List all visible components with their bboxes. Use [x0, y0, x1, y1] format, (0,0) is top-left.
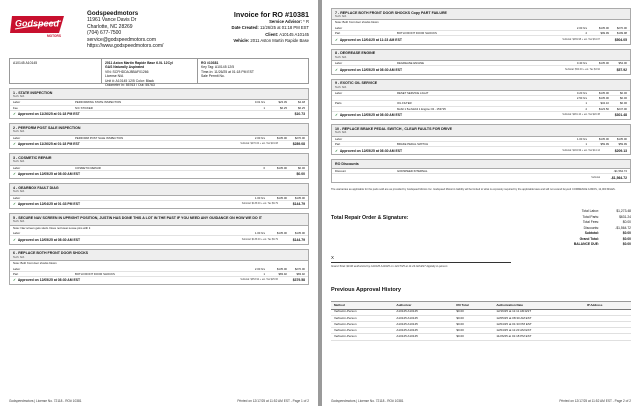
- job-tech: Tech: N/A: [13, 130, 25, 134]
- approval-status: [335, 38, 562, 42]
- approval-status: [335, 113, 562, 117]
- line-amount: $247.00: [616, 106, 627, 111]
- discounts-subtotal-value: -$1,564.72: [610, 175, 627, 180]
- line-desc: DEGREASE ENGINE: [397, 61, 425, 66]
- job-total: $0.00: [296, 172, 305, 177]
- client-label: Client:: [265, 31, 279, 37]
- line-amount: $4.48: [298, 100, 305, 105]
- totals-label: Total Labor:: [581, 208, 599, 213]
- approval-text: Approved on 11/26/25 at 01:18 PM EST: [17, 112, 80, 117]
- job-header: [10, 154, 308, 165]
- line-amount: $135.00: [616, 136, 627, 141]
- approval-text: Approved on 12/05/25 at 08:30 AM EST: [339, 67, 403, 72]
- ro-discounts: [331, 159, 631, 182]
- line-rate: $135.00: [598, 61, 609, 66]
- line-qty: 1: [585, 101, 587, 106]
- column-header: IP Address: [584, 301, 631, 309]
- line-rate: $135.00: [276, 195, 287, 200]
- table-cell: A10145 A10145: [393, 315, 453, 321]
- line-qty: 2.50 hrs: [576, 96, 587, 101]
- line-qty: 1: [263, 105, 265, 110]
- approval-status: [13, 238, 242, 242]
- line-type: [335, 107, 397, 111]
- totals-label: Discounts:: [583, 225, 599, 230]
- table-cell: A10145 A10145: [393, 322, 453, 328]
- table-cell: A10145 A10145: [393, 334, 453, 340]
- line-rate: $135.00: [276, 135, 287, 140]
- job-subtotal: Subtotal: $135.00 + est. Tax $9.79: [241, 202, 278, 206]
- line-qty: 0.20 hrs: [576, 91, 587, 96]
- table-cell: Verbal-In-Person: [331, 309, 393, 315]
- table-cell: Verbal-In-Person: [331, 322, 393, 328]
- line-amount: $270.00: [294, 266, 305, 271]
- line-qty: 1.00 hrs: [254, 231, 265, 236]
- check-icon: ✓: [13, 112, 16, 117]
- line-desc: [397, 26, 565, 30]
- line-amount: $135.00: [294, 195, 305, 200]
- line-qty: 2.00 hrs: [254, 266, 265, 271]
- job-tech: Tech: N/A: [13, 220, 25, 224]
- signature-line[interactable]: [331, 254, 511, 263]
- job-footer: [10, 201, 308, 208]
- table-cell: A10145 A10145: [393, 328, 453, 334]
- job-title: 4 - GEARBOX FAULT DIAG: [13, 185, 59, 190]
- job-card: [331, 79, 631, 121]
- job-title: 2 - PERFORM POST SALE INSPECTION: [13, 125, 81, 130]
- line-qty: 2: [585, 31, 587, 36]
- vehicle-label: Vehicle:: [233, 38, 250, 44]
- line-desc: RESET SERVICE LIGHT: [397, 91, 429, 96]
- job-footer: [332, 112, 630, 119]
- job-header: [10, 214, 308, 225]
- discount-desc: GODSPEED INTERNAL: [397, 168, 428, 173]
- column-header: RO Total: [453, 301, 493, 309]
- table-cell: 12/05/25 at 08:30 AM EST: [493, 315, 584, 321]
- date-value: 11/26/25 at 01:18 PM EST: [259, 25, 309, 31]
- job-footer: [10, 277, 308, 284]
- customer-cell: [10, 59, 102, 83]
- ro-line-2: Time-In: 11/26/25 at 01:18 PM EST: [201, 69, 254, 74]
- line-desc: Mobil 1 5w-Mobil 1 Engine Oil - 153725: [397, 106, 446, 111]
- job-footer: [10, 236, 308, 243]
- line-rate: $135.00: [598, 25, 609, 30]
- logo-text: Godspeed: [14, 18, 60, 29]
- footer-right: Printed on 12/17/25 at 11:52 AM EST - Page 1 of 2: [237, 399, 309, 403]
- job-header: [332, 9, 630, 20]
- discount-amount: -$1,564.72: [613, 168, 627, 173]
- job-title: 9 - EXOTIC OIL SERVICE: [335, 81, 378, 86]
- job-subtotal: Subtotal: $353.92 + est. Tax $25.66: [240, 278, 278, 282]
- shop-address1: 11961 Vance Davis Dr: [87, 17, 137, 24]
- line-rate: $135.00: [276, 165, 287, 170]
- shop-website[interactable]: https://www.godspeedmotors.com/: [87, 43, 164, 50]
- table-cell: $0.00: [453, 322, 493, 328]
- line-type: Labor: [335, 25, 343, 30]
- totals-label: Total Fees:: [582, 220, 599, 225]
- line-qty: 0.01 hrs: [254, 100, 265, 105]
- line-desc: N/C STICKER: [75, 105, 93, 110]
- advisor-value: * R: [303, 19, 309, 24]
- table-cell: Verbal-In-Person: [331, 334, 393, 340]
- discounts-title: RO Discounts: [335, 161, 359, 166]
- job-tech: Tech: N/A: [13, 255, 25, 259]
- advisor-label: Service Advisor:: [269, 19, 302, 24]
- job-footer: [10, 171, 308, 178]
- table-cell: $0.00: [453, 309, 493, 315]
- line-desc: [397, 96, 565, 100]
- invoice-meta: [232, 11, 309, 45]
- shop-address2: Charlotte, NC 28269: [87, 23, 133, 30]
- job-title: 10 - REPLACE BRAKE PEDAL SWITCH , CLEAR FAULTS FOR DRIVE: [335, 126, 453, 131]
- job-card: [331, 8, 631, 45]
- invoice-page-1: [0, 0, 318, 406]
- check-icon: ✓: [13, 202, 16, 207]
- approval-table-header: [331, 301, 631, 309]
- discounts-subtotal-label: Subtotal: [591, 175, 600, 179]
- table-cell: $0.00: [453, 315, 493, 321]
- approval-text: Approved on 12/05/25 at 08:30 AM EST: [17, 172, 81, 177]
- job-tech: Tech: N/A: [335, 131, 347, 135]
- job-subtotal: Subtotal: $281.10 + est. Tax $20.38: [562, 113, 600, 117]
- job-card: [9, 153, 309, 179]
- page-footer: [9, 399, 309, 403]
- job-total: $10.73: [294, 112, 305, 117]
- line-qty: 2: [585, 106, 587, 111]
- line-desc: BRAKE PEDAL SWITCH: [397, 141, 429, 146]
- column-header: Method: [331, 301, 393, 309]
- line-type: [335, 96, 397, 100]
- line-desc: OIL FILTER: [397, 101, 412, 106]
- line-qty: 1.00 hrs: [254, 195, 265, 200]
- line-rate: $83.92: [278, 271, 287, 276]
- line-type: Part: [13, 271, 19, 276]
- approval-text: Approved on 11/26/25 at 01:18 PM EST: [17, 142, 80, 147]
- check-icon: ✓: [13, 237, 16, 242]
- job-footer: [10, 141, 308, 148]
- table-cell: 12/04/25 at 01:33 PM EST: [493, 322, 584, 328]
- line-rate: $59.99: [600, 141, 609, 146]
- line-type: Labor: [13, 266, 21, 271]
- approval-status: [335, 68, 565, 72]
- totals-value: -$1,564.72: [615, 225, 631, 230]
- check-icon: ✓: [335, 113, 338, 118]
- line-amount: $0.00: [620, 101, 627, 106]
- line-desc: BOTH FRONT DOOR SHOCKS: [75, 271, 115, 276]
- line-qty: 2.00 hrs: [254, 135, 265, 140]
- discount-type: Discount: [335, 168, 346, 173]
- job-card: [331, 124, 631, 155]
- totals-box: [543, 209, 631, 248]
- table-cell: $0.00: [453, 334, 493, 340]
- approval-table: [331, 301, 631, 341]
- table-cell: A10145 A10145: [393, 309, 453, 315]
- approval-text: Approved on 12/05/25 at 08:30 AM EST: [17, 278, 81, 283]
- line-rate: $34.10: [600, 101, 609, 106]
- line-qty: 1: [263, 271, 265, 276]
- table-cell: Verbal-In-Person: [331, 328, 393, 334]
- job-card: [9, 249, 309, 286]
- line-desc: [397, 137, 565, 141]
- check-icon: ✓: [335, 37, 338, 42]
- job-title: 6 - REPLACE BOTH FRONT DOOR SHOCKS: [13, 251, 89, 256]
- job-title: 1 - STATE INSPECTION: [13, 90, 53, 95]
- line-rate: $135.00: [598, 91, 609, 96]
- shop-name: Godspeedmotors: [87, 10, 139, 17]
- job-header: [10, 124, 308, 135]
- line-desc: COSMETIC REPAIR: [75, 165, 101, 170]
- check-icon: ✓: [13, 278, 16, 283]
- approval-status: [13, 112, 278, 116]
- vehicle-line-5: Odometer In: 55763 / Out: 55763: [105, 83, 155, 88]
- logo-sub: MOTORS: [47, 33, 61, 38]
- approval-status: [13, 172, 278, 176]
- ro-line-1: Key Tag: A10145 12/5: [201, 65, 235, 70]
- job-card: [9, 213, 309, 244]
- job-card: [9, 183, 309, 209]
- signature-note: Grand Total: $0.00 authorized by A10145 A10145 on 12/17/25 at 11:23 AM EST digitally in-person: [331, 264, 448, 268]
- job-total: $289.08: [292, 142, 305, 147]
- approval-status: [13, 278, 240, 282]
- line-rate: $135.00: [276, 231, 287, 236]
- totals-value: $1,273.48: [616, 208, 631, 213]
- job-header: [332, 50, 630, 61]
- column-header: Authorization Date: [493, 301, 584, 309]
- job-list-page-1: [9, 88, 309, 285]
- column-header: Authorizer: [393, 301, 453, 309]
- line-type: Labor: [335, 91, 343, 96]
- line-type: Labor: [13, 195, 21, 200]
- job-card: [331, 49, 631, 75]
- table-cell: 12/04/25 at 11:23 AM EST: [493, 328, 584, 334]
- client-value: A10145 A10145: [279, 31, 309, 37]
- job-total: $379.58: [292, 278, 305, 283]
- vehicle-line-4: Unit #: A10145 12/5 Color: Black: [105, 78, 155, 83]
- approval-text: Approved on 12/05/25 at 08:30 AM EST: [339, 113, 403, 118]
- job-header: [10, 184, 308, 195]
- approval-text: Approved on 12/04/25 at 01:33 PM EST: [17, 202, 81, 207]
- job-header: [10, 250, 308, 261]
- totals-value: $631.24: [619, 214, 631, 219]
- job-tech: Tech: N/A: [13, 94, 25, 98]
- line-rate: $6.25: [280, 105, 287, 110]
- totals-label: Total Parts:: [582, 214, 599, 219]
- line-amount: $6.25: [298, 105, 305, 110]
- vehicle-cell: [102, 59, 198, 88]
- ro-line-3: Sale Permit No.: [201, 74, 225, 79]
- line-desc: BOTH FRONT DOOR SHOCKS: [397, 31, 437, 36]
- approval-status: [335, 149, 562, 153]
- line-desc: [75, 231, 243, 235]
- approval-status: [13, 142, 240, 146]
- line-rate: $135.00: [276, 266, 287, 271]
- line-amount: $0.00: [620, 96, 627, 101]
- totals-row: [543, 242, 631, 248]
- job-card: [9, 123, 309, 149]
- shop-info: [87, 11, 163, 49]
- job-subtotal: Subtotal: $270.00 + est. Tax $19.08: [240, 142, 278, 146]
- job-total: $144.79: [292, 202, 305, 207]
- approval-history-title: Previous Approval History: [331, 286, 402, 293]
- vehicle-value: 2011 Aston Martin Rapide Base: [250, 38, 309, 44]
- line-desc: PERFORMING STATE INSPECTION: [75, 100, 122, 105]
- check-icon: ✓: [335, 148, 338, 153]
- check-icon: ✓: [13, 172, 16, 177]
- line-amount: $135.00: [294, 231, 305, 236]
- godspeed-logo: [9, 12, 67, 38]
- approval-text: Approved on 12/05/25 at 08:30 AM EST: [339, 148, 403, 153]
- totals-value: $0.00: [622, 242, 631, 247]
- job-subtotal: Subtotal: $469.98 + est. Tax $34.07: [562, 37, 600, 41]
- job-footer: [10, 111, 308, 118]
- totals-value: $0.00: [622, 220, 631, 225]
- table-row: [331, 334, 631, 340]
- vehicle-line-3: License N/A: [105, 74, 124, 79]
- job-header: [332, 125, 630, 136]
- line-amount: $270.00: [294, 135, 305, 140]
- date-label: Date Created:: [231, 25, 259, 31]
- table-cell: [584, 334, 631, 340]
- line-desc: PERFORM POST SALE INSPECTION: [75, 135, 124, 140]
- line-type: Part: [335, 31, 341, 36]
- signature-title: Total Repair Order & Signature:: [331, 214, 409, 221]
- line-type: Labor: [13, 135, 21, 140]
- table-cell: Verbal-In-Person: [331, 315, 393, 321]
- table-cell: 12/16/25 at 11:11 AM EST: [493, 309, 584, 315]
- job-note: Note: Both front door shocks blown: [335, 20, 379, 25]
- line-amount: $54.00: [618, 61, 627, 66]
- footer-left: Godspeedmotors | License No. 72118 - RO# 10381: [331, 399, 404, 403]
- job-header: [332, 80, 630, 91]
- vehicle-line-0: 2011 Aston Martin Rapide Base 6.0L 12Cyl: [105, 61, 173, 65]
- line-type: Part: [335, 141, 341, 146]
- job-list-page-2: [331, 8, 631, 155]
- line-qty: 1.00 hrs: [576, 136, 587, 141]
- job-title: 8 - DEGREASE ENGINE: [335, 51, 376, 56]
- line-amount: $199.98: [616, 31, 627, 36]
- line-amount: $270.00: [616, 25, 627, 30]
- signature-area: [331, 205, 631, 281]
- line-amount: $83.92: [296, 271, 305, 276]
- line-type: Labor: [13, 165, 21, 170]
- job-tech: Tech: N/A: [335, 14, 347, 18]
- line-rate: $135.00: [598, 96, 609, 101]
- job-title: 7 - REPLACE BOTH FRONT DOOR SHOCKS Copy PART FAILURE: [335, 10, 447, 15]
- approval-status: [13, 202, 242, 206]
- shop-phone: (704) 677-7500: [87, 30, 122, 37]
- totals-label: BALANCE DUE:: [573, 242, 599, 247]
- table-cell: 11/26/25 at 01:18 PM EST: [493, 334, 584, 340]
- invoice-title: Invoice for RO #10381: [233, 10, 309, 19]
- invoice-page-2: [322, 0, 640, 406]
- job-total: $301.48: [614, 113, 627, 118]
- vehicle-line-1: GAS Naturally Aspirated: [105, 65, 145, 70]
- approval-table-body: [331, 309, 631, 340]
- line-qty: 1: [585, 141, 587, 146]
- job-title: 3 - COSMETIC REPAIR: [13, 155, 52, 160]
- totals-value: $0.00: [622, 231, 631, 236]
- approval-text: Approved on 12/05/25 at 08:30 AM EST: [17, 237, 81, 242]
- job-total: $144.79: [292, 237, 305, 242]
- discounts-header: [332, 160, 630, 168]
- line-desc: [75, 267, 243, 271]
- approval-text: Approved on 12/04/25 at 11:23 AM EST: [339, 37, 402, 42]
- line-qty: 2.00 hrs: [576, 25, 587, 30]
- job-tech: Tech: N/A: [335, 55, 347, 59]
- line-amount: $0.00: [620, 91, 627, 96]
- vehicle-line-2: VIN: SCFHDDAJ8BAF01266: [105, 69, 149, 74]
- line-type: Labor: [335, 61, 343, 66]
- job-card: [9, 88, 309, 119]
- line-type: Labor: [13, 100, 21, 105]
- shop-email[interactable]: service@godspeedmotors.com: [87, 36, 156, 43]
- totals-label: Grand Total:: [579, 236, 599, 241]
- job-header: [10, 89, 308, 100]
- line-rate: $23.39: [278, 100, 287, 105]
- line-type: Labor: [335, 136, 343, 141]
- line-type: Labor: [13, 231, 21, 236]
- line-qty: 0.40 hrs: [576, 61, 587, 66]
- line-type: Fee: [13, 105, 18, 110]
- job-tech: Tech: N/A: [13, 190, 25, 194]
- job-tech: Tech: N/A: [13, 160, 25, 164]
- line-qty: 0: [263, 165, 265, 170]
- job-total: $504.05: [614, 37, 627, 42]
- check-icon: ✓: [13, 142, 16, 147]
- job-subtotal: Subtotal: $194.99 + est. Tax $14.14: [562, 148, 600, 152]
- footer-left: Godspeedmotors | License No. 72118 - RO# 10381: [9, 399, 82, 403]
- line-desc: [75, 196, 243, 200]
- signature-x: X: [331, 254, 334, 260]
- job-footer: [332, 66, 630, 73]
- job-subtotal: Subtotal: $54.00 + est. Tax $3.92: [565, 67, 600, 71]
- page-footer: [331, 399, 631, 403]
- footer-right: Printed on 12/17/25 at 11:52 AM EST - Page 2 of 2: [559, 399, 631, 403]
- info-box: [9, 58, 309, 88]
- job-title: 5 - SECURE NAV SCREEN IN UPRIGHT POSITION, JUSTIN HAS DONE THIS A LOT IN THE PAST IF YOU NEED ANY GUIDANCE ON HOW WE DO IT: [13, 215, 262, 220]
- job-note: Note: Both front door shocks blown: [13, 261, 57, 266]
- job-footer: [332, 147, 630, 154]
- line-type: Parts: [335, 101, 342, 106]
- discounts-footer: [332, 174, 630, 181]
- job-note: Note: Nav screen gets stuck. Does not lower.Loose pins with it: [13, 225, 91, 230]
- job-tech: Tech: N/A: [335, 85, 347, 89]
- line-amount: $59.99: [618, 141, 627, 146]
- table-cell: $0.00: [453, 328, 493, 334]
- line-amount: $0.00: [298, 165, 305, 170]
- invoice-header: [9, 8, 309, 50]
- job-subtotal: Subtotal: $135.00 + est. Tax $9.79: [241, 237, 278, 241]
- job-footer: [332, 36, 630, 43]
- totals-label: Subtotal:: [584, 231, 599, 236]
- ro-line-0: RO #10381: [201, 61, 219, 65]
- warranty-text: The warranties as applicable for the parts sold are as provided by Godspeed Motors Inc. Godspeed Motors's liability will be limited to what is expressly required by the applicable laws and will not extend beyond COMMENCE 12MOS, 12,000 MILES.: [331, 187, 616, 191]
- job-total: $57.92: [616, 67, 627, 72]
- customer-name: A10145 A10145: [13, 61, 38, 65]
- ro-cell: [198, 59, 308, 83]
- line-rate: $135.00: [598, 136, 609, 141]
- line-rate: $99.99: [600, 31, 609, 36]
- totals-value: $0.00: [622, 236, 631, 241]
- line-rate: $123.50: [598, 106, 609, 111]
- check-icon: ✓: [335, 67, 338, 72]
- job-total: $209.13: [614, 148, 627, 153]
